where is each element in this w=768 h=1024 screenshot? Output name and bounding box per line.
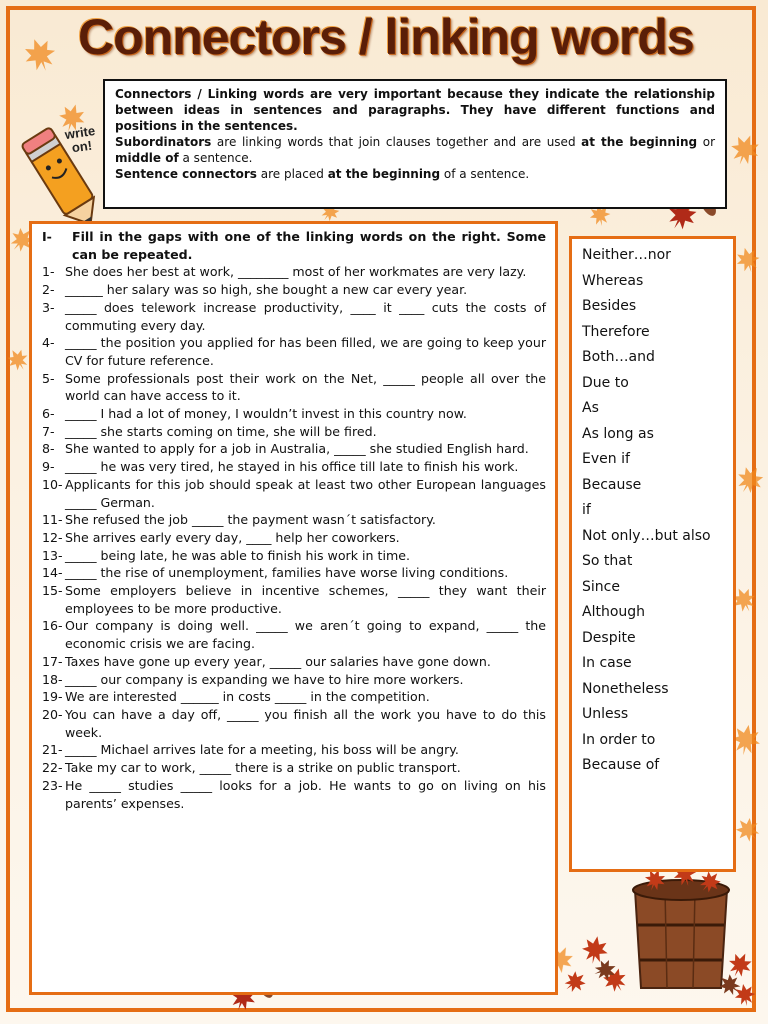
item-sentence: She wanted to apply for a job in Australia, _____ she studied English hard.: [65, 441, 529, 457]
exercise-item: [42, 511, 546, 529]
emphasis-text: middle of: [115, 151, 179, 165]
definition-text: are linking words that join clauses together and are used: [211, 135, 582, 149]
word-bank-item: Neither…nor: [582, 247, 671, 263]
item-sentence: _____ does telework increase productivity, ____ it ____ cuts the costs of commuting every day.: [65, 299, 546, 333]
item-sentence: She arrives early every day, ____ help her coworkers.: [65, 529, 400, 545]
word-bank-item: Despite: [582, 629, 636, 646]
item-sentence: Some professionals post their work on the Net, _____ people all over the world can have access to it.: [65, 370, 546, 404]
word-bank-list: [582, 243, 733, 779]
intro-text: Connectors / Linking words are very important because they indicate the relationship between ideas in sentences and paragraphs. They have different functions and positions in the sentences.: [115, 87, 715, 133]
exercise-item: [42, 370, 546, 405]
exercise-instruction-text: Fill in the gaps with one of the linking words on the right. Some can be repeated.: [72, 229, 546, 262]
item-sentence: You can have a day off, _____ you finish all the work you have to do this week.: [65, 706, 546, 740]
exercise-item: [42, 741, 546, 759]
exercise-item: [42, 281, 546, 299]
definition-text: of a sentence.: [440, 167, 530, 181]
word-bank-item: As long as: [582, 425, 654, 442]
exercise-item: [42, 564, 546, 582]
item-sentence: Taxes have gone up every year, _____ our salaries have gone down.: [65, 653, 491, 669]
exercise-item: [42, 334, 546, 369]
item-sentence: _____ our company is expanding we have to hire more workers.: [65, 671, 464, 687]
word-bank-item: Not only…but also: [582, 527, 711, 544]
term-subordinators: Subordinators: [115, 135, 212, 149]
exercise-item: [42, 299, 546, 334]
subordinators-definition: [115, 134, 715, 166]
exercise-item: [42, 777, 546, 812]
word-bank-item: Whereas: [582, 272, 644, 289]
word-bank-item: Since: [582, 578, 620, 595]
item-number: 14-: [42, 565, 63, 581]
item-number: 15-: [42, 583, 63, 599]
word-bank-item: Because of: [582, 757, 660, 773]
definition-text: or: [697, 135, 716, 149]
item-number: 9-: [42, 459, 55, 475]
item-number: 22-: [42, 760, 63, 776]
item-sentence: She does her best at work, ________ most of her workmates are very lazy.: [65, 264, 527, 280]
item-number: 13-: [42, 547, 63, 563]
page-title: Connectors / linking words: [78, 9, 694, 65]
item-number: 8-: [42, 441, 55, 457]
intro-paragraph: [115, 86, 715, 134]
exercise-item: [42, 263, 546, 281]
item-sentence: ______ her salary was so high, she bought a new car every year.: [65, 282, 468, 298]
item-sentence: _____ being late, he was able to finish his work in time.: [65, 547, 410, 563]
sentence-connectors-definition: [115, 166, 715, 182]
item-sentence: Take my car to work, _____ there is a strike on public transport.: [65, 760, 461, 776]
item-number: 18-: [42, 671, 63, 687]
item-number: 23-: [42, 777, 63, 793]
word-bank-item: Besides: [582, 298, 637, 314]
exercise-item: [42, 688, 546, 706]
item-number: 1-: [42, 264, 55, 280]
item-number: 4-: [42, 335, 55, 351]
item-number: 19-: [42, 689, 63, 705]
word-bank-item: Nonetheless: [582, 680, 669, 697]
item-sentence: _____ I had a lot of money, I wouldn’t invest in this country now.: [65, 406, 467, 422]
item-number: 16-: [42, 618, 63, 634]
item-number: 11-: [42, 512, 63, 528]
word-bank-item: if: [582, 502, 591, 518]
word-bank-item: Both…and: [582, 349, 655, 365]
exercise-item: [42, 405, 546, 423]
word-bank-item: Due to: [582, 374, 629, 391]
item-number: 7-: [42, 423, 55, 439]
exercise-instruction: [42, 228, 546, 263]
item-sentence: _____ the position you applied for has been filled, we are going to keep your CV for future reference.: [65, 335, 546, 368]
exercise-item: [42, 440, 546, 458]
pencil-caption: write on!: [63, 123, 97, 156]
item-sentence: Applicants for this job should speak at least two other European languages _____ German.: [65, 476, 546, 510]
item-sentence: She refused the job _____ the payment wasn´t satisfactory.: [65, 512, 436, 528]
word-bank-item: In order to: [582, 731, 656, 748]
exercise-item: [42, 529, 546, 547]
word-bank-item: Although: [582, 604, 646, 620]
word-bank: [569, 236, 736, 872]
exercise-item: [42, 458, 546, 476]
exercise-item: [42, 617, 546, 652]
word-bank-item: Because: [582, 476, 642, 493]
item-number: 5-: [42, 370, 55, 386]
word-bank-item: So that: [582, 553, 633, 569]
item-sentence: _____ the rise of unemployment, families have worse living conditions.: [65, 565, 509, 581]
item-sentence: _____ he was very tired, he stayed in his office till late to finish his work.: [65, 459, 519, 475]
item-number: 21-: [42, 742, 63, 758]
exercise-items: [42, 263, 546, 812]
item-number: 2-: [42, 282, 55, 298]
exercise-item: [42, 423, 546, 441]
emphasis-text: at the beginning: [581, 135, 698, 149]
exercise-box: [29, 221, 558, 995]
exercise-item: [42, 759, 546, 777]
emphasis-text: at the beginning: [327, 167, 441, 181]
item-number: 6-: [42, 406, 55, 422]
word-bank-item: Unless: [582, 706, 629, 722]
word-bank-item: In case: [582, 655, 632, 671]
item-number: 20-: [42, 706, 63, 722]
item-sentence: Our company is doing well. _____ we aren´t going to expand, _____ the economic crisis we are facing.: [65, 618, 546, 652]
item-sentence: _____ Michael arrives late for a meeting, his boss will be angry.: [65, 742, 459, 758]
exercise-item: [42, 671, 546, 689]
exercise-item: [42, 582, 546, 617]
item-number: 3-: [42, 299, 55, 315]
intro-box: [103, 79, 727, 209]
exercise-item: [42, 547, 546, 565]
word-bank-item: Even if: [582, 451, 630, 467]
item-sentence: _____ she starts coming on time, she will be fired.: [65, 423, 377, 439]
item-sentence: Some employers believe in incentive schemes, _____ they want their employees to be more productive.: [65, 583, 546, 616]
word-bank-item: Therefore: [582, 323, 650, 340]
definition-text: are placed: [256, 167, 328, 181]
item-number: 17-: [42, 653, 63, 669]
item-sentence: He _____ studies _____ looks for a job. He wants to go on living on his parents’ expenses.: [65, 777, 546, 811]
exercise-label: I-: [42, 229, 52, 244]
exercise-item: [42, 476, 546, 511]
word-bank-item: As: [582, 400, 599, 416]
item-number: 10-: [42, 476, 63, 492]
exercise-item: [42, 653, 546, 671]
item-sentence: We are interested ______ in costs _____ in the competition.: [65, 689, 430, 705]
exercise-item: [42, 706, 546, 741]
item-number: 12-: [42, 529, 63, 545]
definition-text: a sentence.: [178, 151, 253, 165]
term-sentence-connectors: Sentence connectors: [115, 167, 257, 181]
